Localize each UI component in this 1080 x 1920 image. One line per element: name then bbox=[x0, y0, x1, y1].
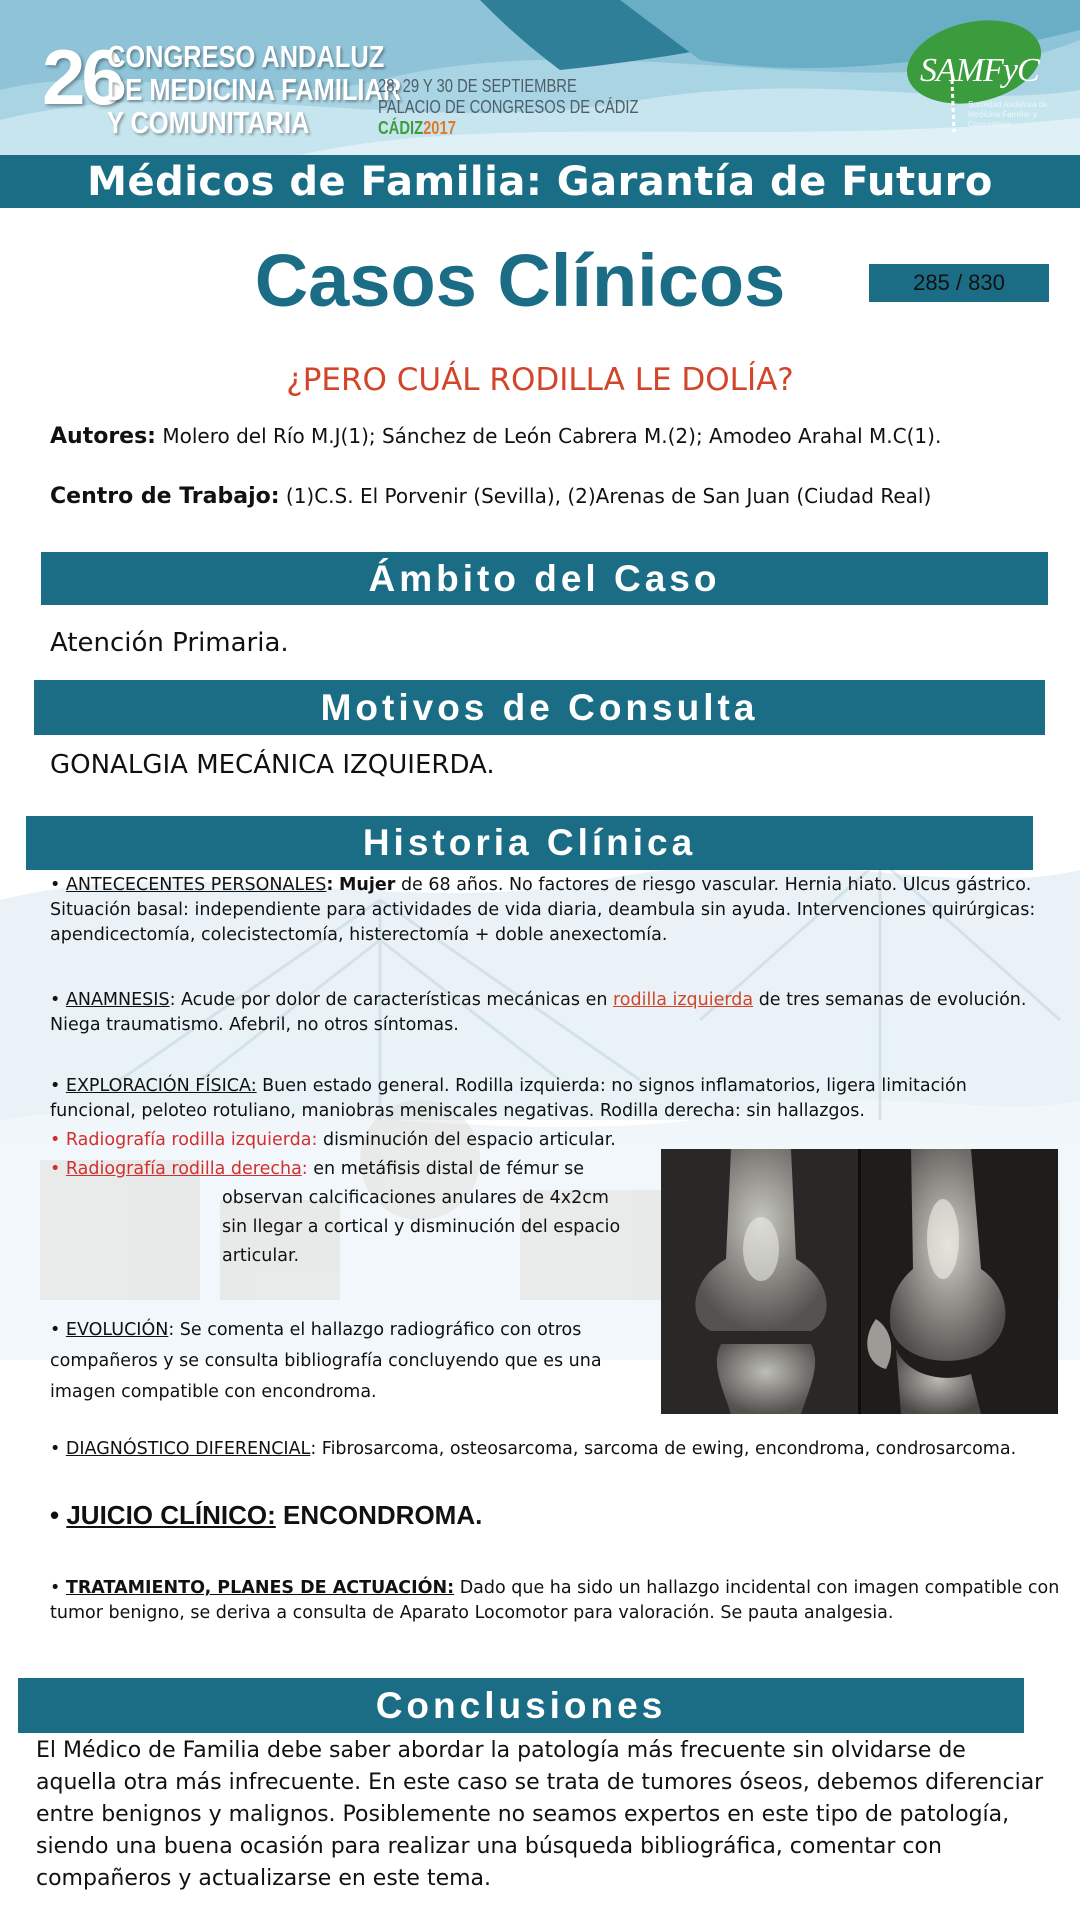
evolucion-line-2: compañeros y se consulta bibliografía concluyendo que es una bbox=[50, 1351, 602, 1371]
section-heading-ambito: Ámbito del Caso bbox=[368, 557, 721, 599]
page-counter-badge: 285 / 830 bbox=[869, 264, 1049, 302]
anamnesis-line-2: Niega traumatismo. Afebril, no otros síntomas. bbox=[50, 1015, 459, 1035]
diferencial-text: : Fibrosarcoma, osteosarcoma, sarcoma de ewing, encondroma, condrosarcoma. bbox=[310, 1439, 1017, 1459]
conclusiones-line-2: aquella otra más infrecuente. En este caso se trata de tumores óseos, debemos diferenciar bbox=[36, 1770, 1044, 1795]
case-title: ¿PERO CUÁL RODILLA LE DOLÍA? bbox=[286, 362, 794, 398]
diferencial-label: DIAGNÓSTICO DIFERENCIAL bbox=[65, 1439, 311, 1459]
congress-title-line-3: Y COMUNITARIA bbox=[107, 105, 310, 140]
conclusiones-text bbox=[36, 1735, 1046, 1895]
anamnesis-pre: : Acude por dolor de características mecánicas en bbox=[169, 990, 608, 1010]
rx-izquierda-line: • Radiografía rodilla izquierda: disminución del espacio articular. bbox=[50, 1130, 616, 1150]
section-header-conclusiones bbox=[18, 1678, 1024, 1733]
evolucion-line-3: imagen compatible con encondroma. bbox=[50, 1382, 377, 1402]
section-header-ambito bbox=[41, 552, 1048, 605]
slogan-text: Médicos de Familia: Garantía de Futuro bbox=[87, 158, 993, 205]
exploracion-line1-text: Buen estado general. Rodilla izquierda: no signos inflamatorios, ligera limitación bbox=[262, 1076, 967, 1096]
evolucion-line-1: • EVOLUCIÓN: Se comenta el hallazgo radiográfico con otros bbox=[50, 1320, 582, 1340]
xray-image bbox=[661, 1149, 1058, 1414]
workplace-line bbox=[50, 484, 931, 509]
tratamiento-block bbox=[50, 1576, 1060, 1626]
juicio-label: JUICIO CLÍNICO: bbox=[66, 1500, 276, 1530]
logo-text: SAMFyC bbox=[920, 52, 1039, 89]
anamnesis-label: ANAMNESIS bbox=[65, 990, 170, 1010]
congress-title-line-1: CONGRESO ANDALUZ bbox=[107, 39, 385, 74]
rx-derecha-line-2: observan calcificaciones anulares de 4x2cm bbox=[222, 1188, 609, 1208]
rx-derecha-line1-text: en metáfisis distal de fémur se bbox=[313, 1159, 585, 1179]
congress-dates bbox=[378, 76, 639, 139]
rx-izquierda-label: Radiografía rodilla izquierda: bbox=[65, 1130, 318, 1150]
evolucion-line1-text: : Se comenta el hallazgo radiográfico con otros bbox=[168, 1320, 582, 1340]
section-heading-historia: Historia Clínica bbox=[362, 822, 697, 863]
congress-city-year bbox=[378, 118, 639, 139]
diferencial-block bbox=[50, 1437, 1060, 1462]
rx-derecha-label: Radiografía rodilla derecha bbox=[65, 1159, 302, 1179]
antecedentes-line1-text: de 68 años. No factores de riesgo vascular. Hernia hiato. Ulcus gástrico. bbox=[400, 875, 1032, 895]
evolucion-label: EVOLUCIÓN bbox=[65, 1320, 169, 1340]
rx-derecha-line-3: sin llegar a cortical y disminución del espacio bbox=[222, 1217, 621, 1237]
tratamiento-line1-text: Dado que ha sido un hallazgo incidental con imagen compatible con bbox=[459, 1578, 1060, 1598]
congress-dates-line-1: 28, 29 Y 30 DE SEPTIEMBRE bbox=[378, 76, 577, 96]
conclusiones-line-4: siendo una buena ocasión para realizar una búsqueda bibliográfica, comentar con bbox=[36, 1834, 942, 1859]
page-title: Casos Clínicos bbox=[254, 239, 786, 322]
conclusiones-line-1: El Médico de Familia debe saber abordar la patología más frecuente sin olvidarse de bbox=[36, 1738, 966, 1763]
juicio-value: ENCONDROMA. bbox=[283, 1500, 483, 1530]
antecedentes-bold: Mujer bbox=[338, 875, 396, 895]
evolucion-block bbox=[50, 1315, 650, 1408]
workplace-label: Centro de Trabajo: bbox=[50, 484, 280, 509]
congress-year: 2017 bbox=[423, 118, 456, 138]
anamnesis-block bbox=[50, 988, 1060, 1038]
section-heading-motivos: Motivos de Consulta bbox=[320, 686, 759, 728]
section-header-historia bbox=[26, 816, 1033, 870]
authors-line bbox=[50, 424, 941, 449]
rx-derecha-colon: : bbox=[301, 1159, 308, 1179]
anamnesis-post: de tres semanas de evolución. bbox=[758, 990, 1027, 1010]
exploracion-label: EXPLORACIÓN FÍSICA: bbox=[65, 1076, 257, 1096]
rx-izquierda-text: disminución del espacio articular. bbox=[322, 1130, 616, 1150]
conclusiones-line-5: compañeros y actualizarse en este tema. bbox=[36, 1866, 492, 1891]
antecedentes-label: ANTECECENTES PERSONALES bbox=[65, 875, 327, 895]
authors-label: Autores: bbox=[50, 424, 156, 449]
antecedentes-line-1: • ANTECECENTES PERSONALES: Mujer de 68 años. No factores de riesgo vascular. Hernia hiato. Ulcus gástrico. bbox=[50, 875, 1032, 895]
diferencial-line: • DIAGNÓSTICO DIFERENCIAL: Fibrosarcoma, osteosarcoma, sarcoma de ewing, encondroma, condrosarcoma. bbox=[50, 1439, 1017, 1459]
antecedentes-line-3: apendicectomía, colecistectomía, histerectomía + doble anexectomía. bbox=[50, 925, 668, 945]
antecedentes-block bbox=[50, 873, 1060, 948]
section-header-motivos bbox=[34, 680, 1045, 735]
tratamiento-line-1: • TRATAMIENTO, PLANES DE ACTUACIÓN: Dado que ha sido un hallazgo incidental con imagen compatible con bbox=[50, 1578, 1060, 1598]
congress-header bbox=[0, 0, 1080, 155]
antecedentes-colon: : bbox=[326, 875, 334, 895]
tratamiento-line-2: tumor benigno, se deriva a consulta de Aparato Locomotor para valoración. Se pauta analgesia. bbox=[50, 1603, 894, 1623]
motivos-text: GONALGIA MECÁNICA IZQUIERDA. bbox=[50, 750, 495, 780]
exploracion-line-1: • EXPLORACIÓN FÍSICA: Buen estado general. Rodilla izquierda: no signos inflamatorios, ligera limitación bbox=[50, 1076, 967, 1096]
exploracion-line-2: funcional, peloteo rotuliano, maniobras meniscales negativas. Rodilla derecha: sin hallazgos. bbox=[50, 1101, 865, 1121]
slogan-bar bbox=[0, 155, 1080, 208]
conclusiones-line-3: entre benignos y malignos. Posiblemente no seamos expertos en este tipo de patología, bbox=[36, 1802, 1010, 1827]
logo-subtitle: Sociedad Andaluza de Medicina Familiar y Comunitaria bbox=[968, 100, 1048, 129]
congress-title-line-2: DE MEDICINA FAMILIAR bbox=[107, 72, 402, 107]
authors-value: Molero del Río M.J(1); Sánchez de León Cabrera M.(2); Amodeo Arahal M.C(1). bbox=[162, 424, 942, 448]
antecedentes-line-2: Situación basal: independiente para actividades de vida diaria, deambula sin ayuda. Intervenciones quirúrgicas: bbox=[50, 900, 1036, 920]
knee-xray-icon bbox=[661, 1149, 1058, 1414]
juicio-clinico-line: • JUICIO CLÍNICO: ENCONDROMA. bbox=[50, 1500, 483, 1530]
ambito-text: Atención Primaria. bbox=[50, 628, 289, 658]
congress-city: CÁDIZ bbox=[378, 118, 424, 138]
congress-title bbox=[107, 40, 401, 139]
rx-derecha-line-4: articular. bbox=[222, 1246, 300, 1266]
tratamiento-label: TRATAMIENTO, PLANES DE ACTUACIÓN: bbox=[65, 1578, 455, 1598]
anamnesis-line-1: • ANAMNESIS: Acude por dolor de características mecánicas en rodilla izquierda de tres semanas de evolución. bbox=[50, 990, 1027, 1010]
section-heading-conclusiones: Conclusiones bbox=[375, 1684, 667, 1726]
workplace-value: (1)C.S. El Porvenir (Sevilla), (2)Arenas de San Juan (Ciudad Real) bbox=[285, 484, 932, 508]
congress-dates-line-2: PALACIO DE CONGRESOS DE CÁDIZ bbox=[378, 97, 639, 117]
rx-derecha-line-1: • Radiografía rodilla derecha: en metáfisis distal de fémur se bbox=[50, 1159, 585, 1179]
anamnesis-link[interactable]: rodilla izquierda bbox=[613, 990, 754, 1010]
congress-number: 26 bbox=[42, 33, 121, 121]
